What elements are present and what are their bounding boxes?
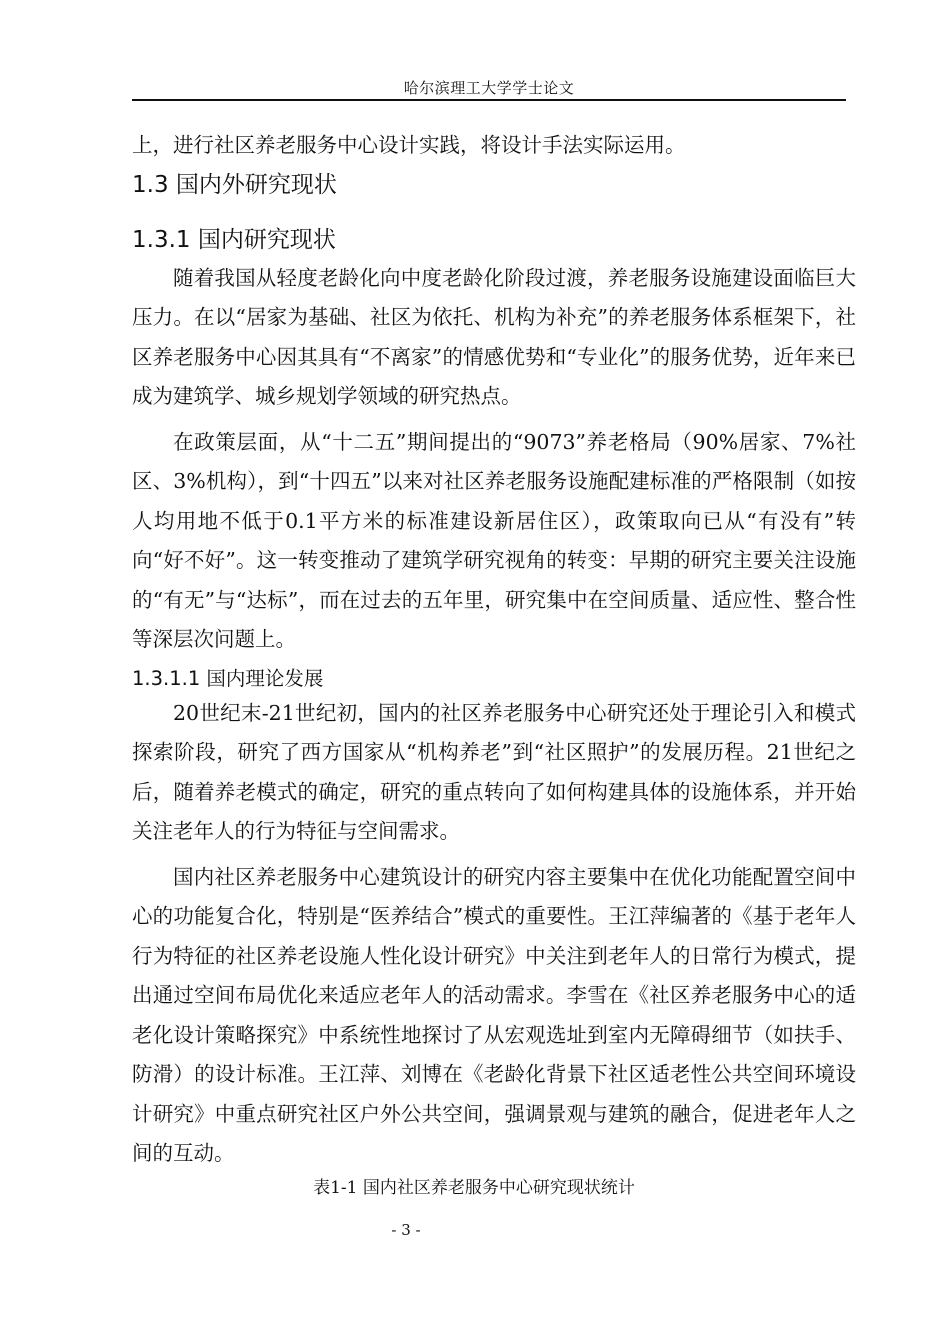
section-heading-1-3-1: 1.3.1 国内研究现状: [132, 226, 336, 253]
running-header: 哈尔滨理工大学学士论文: [403, 79, 575, 97]
page-number: - 3 -: [391, 1221, 421, 1239]
paragraph-2: 在政策层面，从“十二五”期间提出的“9073”养老格局（90%居家、7%社区、3%机构），到“十四五”以来对社区养老服务设施配建标准的严格限制（如按人均用地不低于0.1平方米的标准建设新居住区），政策取向已从“有没有”转向“好不好”。这一转变推动了建筑学研究视角的转变：早期的研究主要关注设施的“有无”与“达标”，而在过去的五年里，研究集中在空间质量、适应性、整合性等深层次问题上。: [132, 429, 856, 651]
section-heading-1-3: 1.3 国内外研究现状: [132, 171, 337, 198]
page-content: [132, 126, 856, 1202]
paragraph-4: 国内社区养老服务中心建筑设计的研究内容主要集中在优化功能配置空间中心的功能复合化，特别是“医养结合”模式的重要性。王江萍编著的《基于老年人行为特征的社区养老设施人性化设计研究》中关注到老年人的日常行为模式，提出通过空间布局优化来适应老年人的活动需求。李雪在《社区养老服务中心的适老化设计策略探究》中系统性地探讨了从宏观选址到室内无障碍细节（如扶手、防滑）的设计标准。王江萍、刘博在《老龄化背景下社区适老性公共空间环境设计研究》中重点研究社区户外公共空间，强调景观与建筑的融合，促进老年人之间的互动。: [132, 864, 856, 1165]
section-heading-1-3-1-1: 1.3.1.1 国内理论发展: [132, 666, 324, 690]
continuation-paragraph: 上，进行社区养老服务中心设计实践，将设计手法实际运用。: [132, 133, 686, 157]
paragraph-1: 随着我国从轻度老龄化向中度老龄化阶段过渡，养老服务设施建设面临巨大压力。在以“居家为基础、社区为依托、机构为补充”的养老服务体系框架下，社区养老服务中心因其具有“不离家”的情感优势和“专业化”的服务优势，近年来已成为建筑学、城乡规划学领域的研究热点。: [132, 265, 856, 408]
header-rule: [132, 99, 846, 101]
paragraph-3: 20世纪末-21世纪初，国内的社区养老服务中心研究还处于理论引入和模式探索阶段，研究了西方国家从“机构养老”到“社区照护”的发展历程。21世纪之后，随着养老模式的确定，研究的重点转向了如何构建具体的设施体系，并开始关注老年人的行为特征与空间需求。: [132, 700, 856, 843]
table-caption: 表1-1 国内社区养老服务中心研究现状统计: [313, 1177, 635, 1198]
